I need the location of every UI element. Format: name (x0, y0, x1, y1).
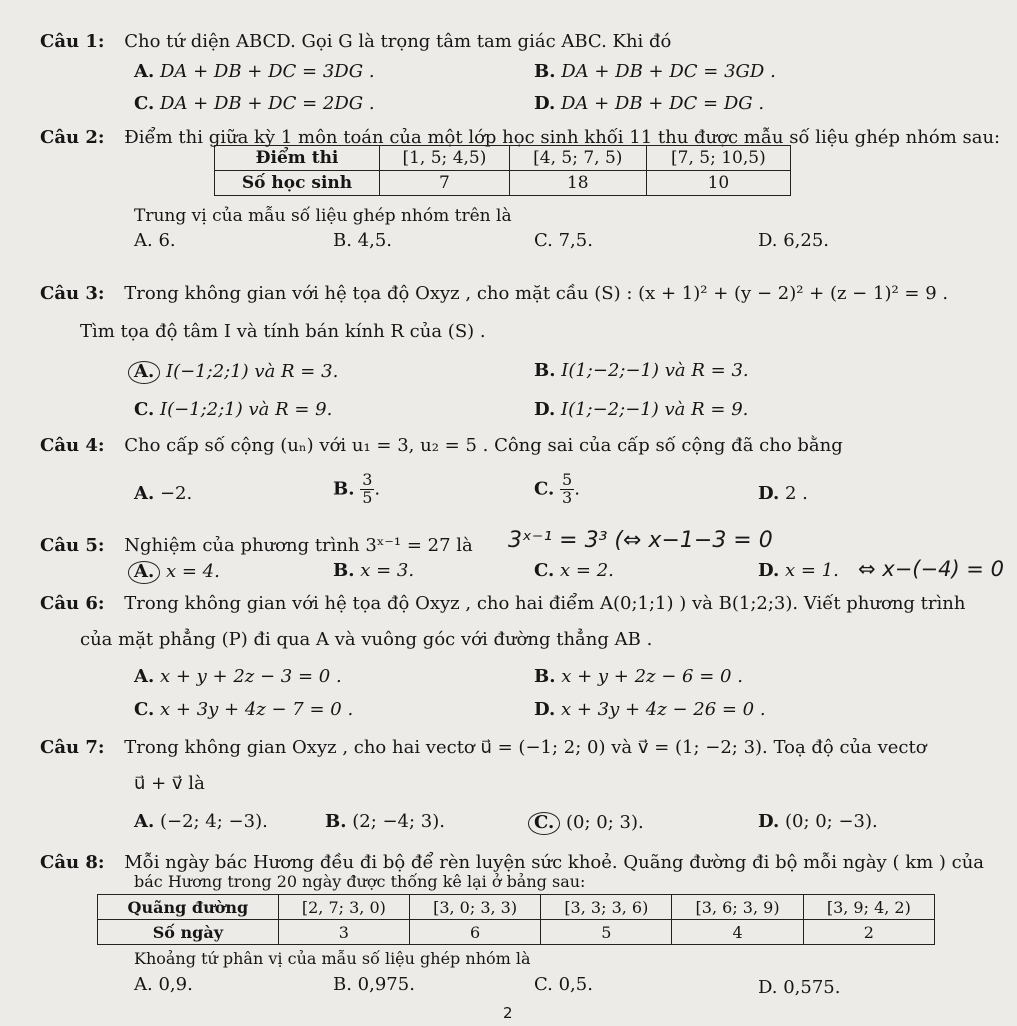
q3-stem: Câu 3: Trong không gian với hệ tọa độ Oxyz , cho mặt cầu (S) : (x + 1)² + (y − 2)² + (z − 1)² = 9 . (40, 283, 949, 304)
table-cell: 18 (509, 171, 646, 196)
q7-stem-continued: u⃗ + v⃗ là (134, 773, 205, 794)
q2-question: Trung vị của mẫu số liệu ghép nhóm trên là (134, 206, 512, 226)
table-cell: [3, 0; 3, 3) (409, 895, 540, 920)
q4-stem: Câu 4: Cho cấp số cộng (uₙ) với u₁ = 3, u₂ = 5 . Công sai của cấp số cộng đã cho bằng (40, 435, 843, 456)
table-cell: Quãng đường (98, 895, 279, 920)
q8-question: Khoảng tứ phân vị của mẫu số liệu ghép nhóm là (134, 949, 531, 968)
table-cell: 7 (380, 171, 510, 196)
q3-option-a: A. I(−1;2;1) và R = 3. (134, 361, 338, 384)
q5-option-a: A. x = 4. (134, 561, 220, 584)
q6-option-a: A. x + y + 2z − 3 = 0 . (134, 666, 342, 687)
q7-option-b: B. (2; −4; 3). (325, 811, 445, 832)
q1-stem: Câu 1: Cho tứ diện ABCD. Gọi G là trọng tâm tam giác ABC. Khi đó (40, 31, 672, 52)
q3-question: Tìm tọa độ tâm I và tính bán kính R của (S) . (80, 321, 486, 342)
table-row (215, 146, 791, 171)
q2-data-table (214, 145, 791, 196)
q2-stem: Câu 2: Điểm thi giữa kỳ 1 môn toán của một lớp học sinh khối 11 thu được mẫu số liệu ghép nhóm sau: (40, 127, 1001, 148)
q6-option-d: D. x + 3y + 4z − 26 = 0 . (534, 699, 766, 720)
fraction: $\frac{5}{3}$ (562, 470, 573, 507)
q8-data-table (97, 894, 935, 945)
q6-stem-continued: của mặt phẳng (P) đi qua A và vuông góc với đường thẳng AB . (80, 629, 653, 650)
q2-option-d: D. 6,25. (758, 230, 830, 251)
q3-option-c: C. I(−1;2;1) và R = 9. (134, 399, 333, 420)
q3-option-b: B. I(1;−2;−1) và R = 3. (534, 360, 749, 381)
table-cell: 4 (672, 920, 803, 945)
q1-option-b: B. DA + DB + DC = 3GD . (534, 61, 776, 82)
table-cell: [3, 9; 4, 2) (803, 895, 934, 920)
answer-circle-mark: A. (128, 361, 160, 384)
q2-option-c: C. 7,5. (534, 230, 593, 251)
q8-stem: Câu 8: Mỗi ngày bác Hương đều đi bộ để rèn luyện sức khoẻ. Quãng đường đi bộ mỗi ngày ( km ) của (40, 852, 985, 873)
table-row (98, 895, 935, 920)
q5-option-b: B. x = 3. (333, 560, 415, 581)
q6-stem: Câu 6: Trong không gian với hệ tọa độ Oxyz , cho hai điểm A(0;1;1) ) và B(1;2;3). Viết phương trình (40, 593, 966, 614)
q6-option-c: C. x + 3y + 4z − 7 = 0 . (134, 699, 354, 720)
table-cell: 3 (278, 920, 409, 945)
q2-option-a: A. 6. (134, 230, 176, 251)
q5-handwritten-note-2: ⇔ x−(−4) = 0 (858, 557, 1004, 581)
answer-circle-mark: C. (528, 812, 560, 835)
q6-option-b: B. x + y + 2z − 6 = 0 . (534, 666, 743, 687)
q8-option-d: D. 0,575. (758, 977, 841, 998)
table-cell: Số ngày (98, 920, 279, 945)
answer-circle-mark: A. (128, 561, 160, 584)
q7-stem: Câu 7: Trong không gian Oxyz , cho hai vectơ u⃗ = (−1; 2; 0) và v⃗ = (1; −2; 3). Toạ độ của vectơ (40, 737, 927, 758)
table-cell: 6 (409, 920, 540, 945)
table-cell: 10 (646, 171, 790, 196)
q5-handwritten-note-1: 3ˣ⁻¹ = 3³ (⇔ x−1−3 = 0 (508, 528, 773, 553)
fraction: $\frac{3}{5}$ (362, 470, 373, 507)
q1-option-a: A. DA + DB + DC = 3DG . (134, 61, 375, 82)
q1-option-c: C. DA + DB + DC = 2DG . (134, 93, 375, 114)
table-cell: [3, 6; 3, 9) (672, 895, 803, 920)
q5-option-d: D. x = 1. (758, 560, 839, 581)
table-cell: Điểm thi (215, 146, 380, 171)
table-cell: Số học sinh (215, 171, 380, 196)
q7-option-d: D. (0; 0; −3). (758, 811, 878, 832)
table-cell: [4, 5; 7, 5) (509, 146, 646, 171)
table-cell: 5 (541, 920, 672, 945)
table-cell: 2 (803, 920, 934, 945)
page-number: 2 (503, 1004, 513, 1022)
table-cell: [7, 5; 10,5) (646, 146, 790, 171)
q5-option-c: C. x = 2. (534, 560, 614, 581)
q7-option-a: A. (−2; 4; −3). (134, 811, 268, 832)
q4-option-b: B. $\frac{3}{5}$ . (333, 470, 381, 507)
q4-option-a: A. −2. (134, 483, 193, 504)
q2-option-b: B. 4,5. (333, 230, 393, 251)
q8-option-b: B. 0,975. (333, 974, 415, 995)
q3-option-d: D. I(1;−2;−1) và R = 9. (534, 399, 749, 420)
q4-option-d: D. 2 . (758, 483, 808, 504)
q8-option-c: C. 0,5. (534, 974, 593, 995)
q8-stem-continued: bác Hương trong 20 ngày được thống kê lại ở bảng sau: (134, 872, 586, 891)
table-row (215, 171, 791, 196)
q5-stem: Câu 5: Nghiệm của phương trình 3ˣ⁻¹ = 27 là (40, 535, 473, 556)
table-row (98, 920, 935, 945)
q4-option-c: C. $\frac{5}{3}$ . (534, 470, 580, 507)
table-cell: [2, 7; 3, 0) (278, 895, 409, 920)
q7-option-c: C. (0; 0; 3). (534, 812, 644, 835)
q1-option-d: D. DA + DB + DC = DG . (534, 93, 765, 114)
table-cell: [1, 5; 4,5) (380, 146, 510, 171)
q8-option-a: A. 0,9. (134, 974, 193, 995)
table-cell: [3, 3; 3, 6) (541, 895, 672, 920)
